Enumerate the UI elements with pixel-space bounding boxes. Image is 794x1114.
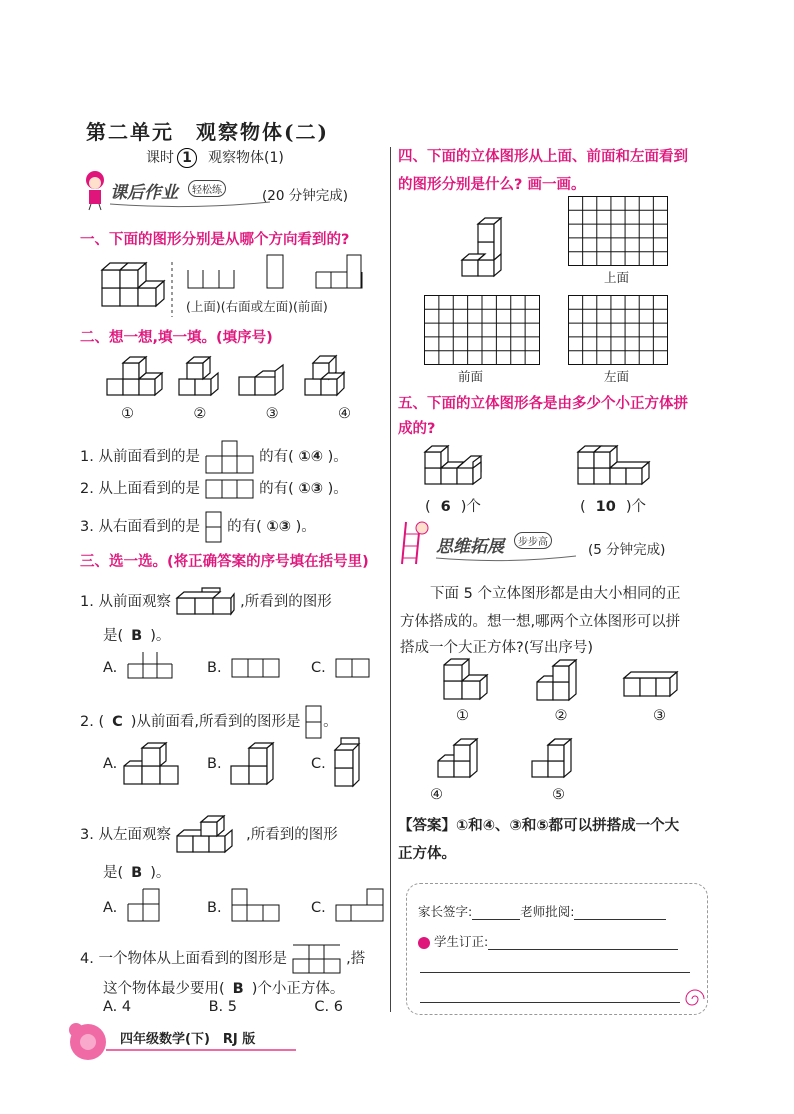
signature-row-1 <box>418 902 666 920</box>
q2-item-2-post: 的有( <box>259 481 294 497</box>
q3-3-opt-b: B. <box>207 900 222 916</box>
q1-dashed-separator <box>170 262 174 317</box>
q3-1-opt-c-shape <box>335 658 371 678</box>
ext-figure-5 <box>530 733 578 783</box>
q1-view-top <box>187 270 237 290</box>
q4-label-top: 上面 <box>604 270 630 285</box>
q3-item-1-options <box>103 656 383 680</box>
q5-answer-2-unit: )个 <box>625 499 647 515</box>
q3-3-opt-a: A. <box>103 900 118 916</box>
q3-2-opt-b: B. <box>207 756 222 772</box>
homework-time: (20 分钟完成) <box>262 188 349 204</box>
q1-labels <box>186 297 328 315</box>
q4-label-left: 左面 <box>604 369 630 384</box>
q3-item-1-b: ,所看到的图形 <box>240 594 332 610</box>
q5-answer-2-open: ( <box>580 499 586 515</box>
q3-item-1-line2 <box>103 624 170 645</box>
ext-paragraph-1: 下面 5 个立体图形都是由大小相同的正 <box>430 586 681 602</box>
q3-item-4-a: 4. 一个物体从上面看到的图形是 <box>80 951 287 967</box>
banner-underline <box>110 200 270 210</box>
q1-title: 一、下面的图形分别是从哪个方向看到的? <box>80 232 350 248</box>
q3-item-2-c: 。 <box>323 714 338 730</box>
q2-marker-4: ④ <box>337 406 351 422</box>
q2-item-2 <box>80 477 348 499</box>
correction-line-2[interactable] <box>420 958 690 973</box>
q3-item-4-b: ,搭 <box>346 951 366 967</box>
q3-item-3-d: )。 <box>150 865 171 881</box>
student-icon <box>418 937 430 949</box>
q4-title-line2: 的图形分别是什么? 画一画。 <box>398 177 586 193</box>
lesson-name: 观察物体(1) <box>208 150 284 166</box>
homework-badge: 轻松练 <box>188 180 226 197</box>
q3-item-1-c: 是( <box>103 628 124 644</box>
ext-marker-4: ④ <box>430 787 443 803</box>
q3-item-3-options <box>103 888 383 924</box>
q3-3-opt-c-shape <box>335 888 385 922</box>
girl-mascot-icon <box>80 170 110 210</box>
q4-grid-front <box>424 295 540 365</box>
lesson-number: 1 <box>177 148 197 168</box>
q2-item-2-pre: 2. 从上面看到的是 <box>80 481 200 497</box>
extension-badge: 步步高 <box>514 532 552 549</box>
student-correction-field[interactable] <box>488 949 678 950</box>
q1-solid-figure <box>100 266 170 316</box>
q3-item-1-d: )。 <box>150 628 171 644</box>
q1-label-front: (前面) <box>293 299 328 314</box>
ext-answer-line1: 【答案】①和④、③和⑤都可以拼搭成一个大 <box>398 818 680 834</box>
q3-item-3-a: 3. 从左面观察 <box>80 827 171 843</box>
lesson-line <box>146 147 284 168</box>
q2-item-1-pre: 1. 从前面看到的是 <box>80 449 200 465</box>
q3-item-3-b: ,所看到的图形 <box>246 827 338 843</box>
q3-3-opt-b-shape <box>231 888 281 922</box>
q5-answer-2-value: 10 <box>595 499 616 515</box>
q3-item-2-options <box>103 738 383 788</box>
q3-item-4-c: 这个物体最少要用( <box>103 981 225 997</box>
q3-1-opt-a-shape <box>127 652 173 678</box>
q2-item-1-post: 的有( <box>259 449 294 465</box>
q3-2-opt-c-figure <box>333 738 367 788</box>
homework-banner <box>80 170 380 212</box>
ext-paragraph-2: 方体搭成的。想一想,哪两个立体图形可以拼 <box>400 614 681 630</box>
q3-item-4-line2 <box>103 977 344 998</box>
q3-2-opt-c: C. <box>311 756 326 772</box>
column-divider <box>390 147 391 1012</box>
q4-solid-figure <box>460 212 520 282</box>
q3-item-4-d: )个小正方体。 <box>251 981 345 997</box>
q3-1-opt-c: C. <box>311 660 326 676</box>
ext-figure-1 <box>442 663 496 703</box>
swirl-icon <box>680 986 710 1012</box>
q3-1-opt-b-shape <box>231 658 281 678</box>
q3-3-opt-a-shape <box>127 888 161 922</box>
q3-item-3 <box>80 816 338 854</box>
q2-item-2-end: )。 <box>327 481 348 497</box>
q2-marker-3: ③ <box>265 406 279 422</box>
parent-signature-label: 家长签字: <box>418 904 473 919</box>
ext-answer-line2: 正方体。 <box>398 846 456 862</box>
q3-item-2 <box>80 705 338 739</box>
q2-figures <box>105 355 365 405</box>
q3-1-opt-a: A. <box>103 660 118 676</box>
unit-title: 第二单元 观察物体(二) <box>86 120 329 144</box>
q4-label-front: 前面 <box>458 369 484 384</box>
ext-marker-5: ⑤ <box>552 787 565 803</box>
q5-title-line2: 成的? <box>398 421 436 437</box>
q3-4-opt-b: B. 5 <box>208 999 237 1015</box>
correction-line-3[interactable] <box>420 988 680 1003</box>
extension-label: 思维拓展 <box>436 537 504 557</box>
lesson-prefix: 课时 <box>146 150 174 166</box>
q2-marker-2: ② <box>193 406 207 422</box>
extension-time: (5 分钟完成) <box>588 542 666 558</box>
q3-4-opt-a: A. 4 <box>103 999 132 1015</box>
ladder-mascot-icon <box>400 518 434 564</box>
q3-item-4-shape <box>292 944 342 974</box>
homework-label: 课后作业 <box>110 183 178 203</box>
q5-answer-1-open: ( <box>425 499 431 515</box>
q4-grid-top <box>568 196 668 266</box>
ext-paragraph-3: 搭成一个大正方体?(写出序号) <box>400 640 594 656</box>
ext-markers-row2 <box>430 787 565 803</box>
q1-label-side: (右面或左面) <box>220 299 294 314</box>
q2-item-1-end: )。 <box>327 449 348 465</box>
q3-item-1-figure <box>176 588 236 616</box>
q2-item-2-shape <box>205 479 255 499</box>
q2-item-3-shape <box>205 511 223 543</box>
q1-label-top: (上面) <box>186 299 221 314</box>
q3-item-3-c: 是( <box>103 865 124 881</box>
parent-signature-field[interactable] <box>472 919 520 920</box>
q3-item-4-answer: B <box>232 981 244 997</box>
ext-marker-1: ① <box>456 708 469 724</box>
q3-3-opt-c: C. <box>311 900 326 916</box>
q5-answer-1-unit: )个 <box>460 499 481 515</box>
q3-title: 三、选一选。(将正确答案的序号填在括号里) <box>80 554 369 570</box>
q3-item-2-shape <box>305 705 323 739</box>
q3-2-opt-a: A. <box>103 756 118 772</box>
q3-item-1 <box>80 588 332 616</box>
q4-title-line1: 四、下面的立体图形从上面、前面和左面看到 <box>398 149 688 165</box>
footer-text: 四年级数学(下) RJ 版 <box>120 1032 256 1047</box>
q2-item-3-pre: 3. 从右面看到的是 <box>80 519 200 535</box>
q1-view-side <box>266 254 286 288</box>
q1-view-front <box>315 254 365 290</box>
ext-figure-3 <box>622 668 678 698</box>
q2-item-1-answer: ①④ <box>298 449 324 465</box>
q3-item-3-figure <box>176 816 242 854</box>
teacher-review-field[interactable] <box>574 919 666 920</box>
q2-item-1 <box>80 440 348 474</box>
q3-item-3-line2 <box>103 861 170 882</box>
q3-item-2-b: )从前面看,所看到的图形是 <box>130 714 301 730</box>
q2-item-3-end: )。 <box>295 519 316 535</box>
q2-item-3 <box>80 511 316 543</box>
q5-figure-2 <box>576 438 656 496</box>
ext-marker-3: ③ <box>653 708 666 724</box>
q5-answer-2 <box>580 495 646 516</box>
q2-markers <box>121 406 351 422</box>
footer-rule <box>106 1048 296 1052</box>
q3-item-2-answer: C <box>112 714 123 730</box>
q3-item-4 <box>80 944 365 974</box>
q2-marker-1: ① <box>121 406 134 422</box>
extension-underline <box>436 554 576 564</box>
footer-bubble-icon <box>66 1020 110 1060</box>
student-correction-label: 学生订正: <box>433 934 489 949</box>
q2-item-2-answer: ①③ <box>298 481 324 497</box>
q3-1-opt-b: B. <box>207 660 222 676</box>
q3-2-opt-b-figure <box>229 742 275 788</box>
signature-row-2 <box>418 932 678 950</box>
ext-figure-2 <box>535 660 579 704</box>
q4-grid-left <box>568 295 668 365</box>
teacher-review-label: 老师批阅: <box>520 904 575 919</box>
q3-item-1-a: 1. 从前面观察 <box>80 594 171 610</box>
q3-item-1-answer: B <box>131 628 143 644</box>
ext-markers-row1 <box>456 708 666 724</box>
q5-figure-1 <box>423 440 493 492</box>
q2-item-1-shape <box>205 440 255 474</box>
q3-2-opt-a-figure <box>123 742 183 788</box>
q3-item-2-a: 2. ( <box>80 714 105 730</box>
q2-item-3-post: 的有( <box>227 519 262 535</box>
extension-banner <box>400 518 700 564</box>
q5-title-line1: 五、下面的立体图形各是由多少个小正方体拼 <box>398 396 688 412</box>
q2-item-3-answer: ①③ <box>266 519 292 535</box>
q2-title: 二、想一想,填一填。(填序号) <box>80 330 273 346</box>
q5-answer-1 <box>425 495 481 516</box>
q3-item-3-answer: B <box>131 865 143 881</box>
q3-item-4-options <box>103 999 373 1015</box>
q3-4-opt-c: C. 6 <box>314 999 343 1015</box>
ext-figure-4 <box>436 733 484 783</box>
q5-answer-1-value: 6 <box>440 499 451 515</box>
ext-marker-2: ② <box>554 708 568 724</box>
